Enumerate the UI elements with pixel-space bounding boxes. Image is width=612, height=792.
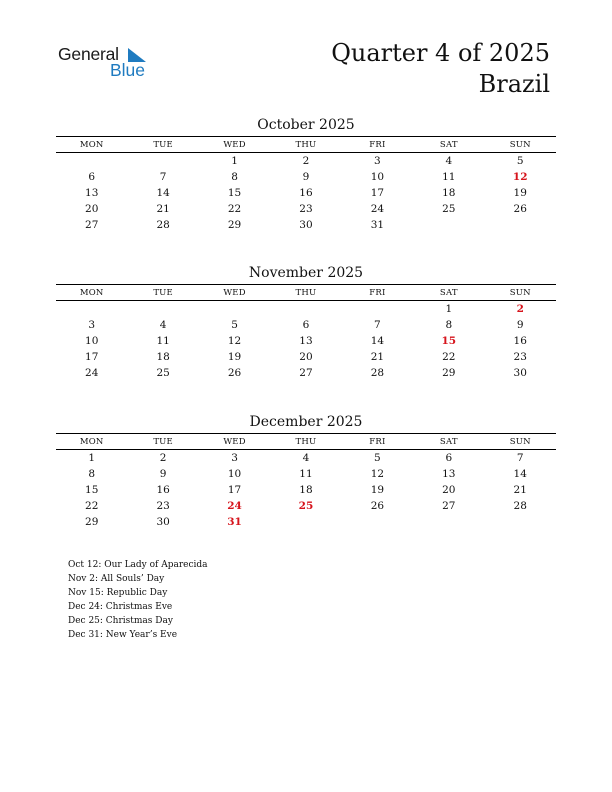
day-cell: 7 xyxy=(374,319,381,331)
weekday-label: WED xyxy=(223,287,246,298)
day-cell: 13 xyxy=(299,335,313,347)
page-title xyxy=(331,38,550,100)
week-row xyxy=(56,185,556,201)
day-cell: 6 xyxy=(445,452,453,464)
month-calendar xyxy=(56,264,556,381)
day-cell: 23 xyxy=(156,500,170,512)
day-cell: 5 xyxy=(516,155,524,167)
day-cell: 19 xyxy=(227,351,242,363)
day-cell: 9 xyxy=(516,319,524,331)
holiday-list-item: Nov 15: Republic Day xyxy=(68,588,168,598)
day-cell: 31 xyxy=(370,219,385,231)
day-cell: 17 xyxy=(227,484,242,496)
day-cell: 26 xyxy=(227,367,242,379)
week-row xyxy=(56,317,556,333)
holiday-list-item: Oct 12: Our Lady of Aparecida xyxy=(68,560,208,570)
week-row xyxy=(56,482,556,498)
day-cell: 27 xyxy=(85,219,99,231)
day-cell: 12 xyxy=(370,468,385,480)
weekday-label: FRI xyxy=(369,287,386,298)
weekday-header-row xyxy=(56,285,556,300)
weekday-label: SAT xyxy=(439,139,458,150)
weekday-label: MON xyxy=(79,436,104,447)
day-cell: 14 xyxy=(370,335,385,347)
day-cell: 9 xyxy=(302,171,310,183)
day-cell: 17 xyxy=(370,187,385,199)
weekday-header-row xyxy=(56,434,556,449)
day-cell: 21 xyxy=(156,203,170,215)
day-cell: 8 xyxy=(88,468,96,480)
week-row xyxy=(56,153,556,169)
holiday-day-cell: 12 xyxy=(512,171,528,183)
day-cell: 8 xyxy=(231,171,238,183)
title-quarter: Quarter 4 of 2025 xyxy=(331,39,550,67)
weekday-label: THU xyxy=(295,436,317,447)
day-cell: 14 xyxy=(513,468,527,480)
week-row xyxy=(56,450,556,466)
day-cell: 21 xyxy=(513,484,527,496)
day-cell: 28 xyxy=(513,500,527,512)
day-cell: 29 xyxy=(442,367,456,379)
weekday-label: THU xyxy=(295,287,317,298)
day-cell: 5 xyxy=(374,452,381,464)
week-row xyxy=(56,169,556,185)
day-cell: 21 xyxy=(370,351,385,363)
weekday-label: FRI xyxy=(369,139,386,150)
day-cell: 28 xyxy=(370,367,385,379)
day-cell: 10 xyxy=(227,468,242,480)
day-cell: 23 xyxy=(513,351,527,363)
day-cell: 30 xyxy=(156,516,170,528)
weekday-label: SAT xyxy=(439,436,458,447)
day-cell: 25 xyxy=(156,367,170,379)
day-cell: 20 xyxy=(85,203,99,215)
logo-word-general: General xyxy=(58,44,119,64)
weekday-label: SUN xyxy=(509,287,531,298)
day-cell: 1 xyxy=(445,303,453,315)
day-cell: 12 xyxy=(227,335,242,347)
day-cell: 19 xyxy=(370,484,385,496)
day-cell: 10 xyxy=(85,335,99,347)
logo-word-blue: Blue xyxy=(110,60,146,80)
week-row xyxy=(56,349,556,365)
holiday-day-cell: 2 xyxy=(516,303,524,315)
day-cell: 3 xyxy=(88,319,96,331)
day-cell: 10 xyxy=(370,171,385,183)
generalblue-logo xyxy=(58,44,168,84)
weekday-label: WED xyxy=(223,436,246,447)
month-calendar xyxy=(56,116,556,233)
weekday-label: TUE xyxy=(153,139,173,150)
weekday-header-row xyxy=(56,137,556,152)
day-cell: 6 xyxy=(88,171,96,183)
day-cell: 5 xyxy=(231,319,238,331)
day-cell: 1 xyxy=(88,452,96,464)
weekday-label: SUN xyxy=(509,436,531,447)
day-cell: 7 xyxy=(516,452,524,464)
week-row xyxy=(56,217,556,233)
holiday-list-item: Nov 2: All Souls’ Day xyxy=(68,574,165,584)
day-cell: 8 xyxy=(445,319,453,331)
weekday-label: SUN xyxy=(509,139,531,150)
holiday-day-cell: 31 xyxy=(227,516,242,528)
weekday-label: MON xyxy=(79,139,104,150)
day-cell: 22 xyxy=(85,500,99,512)
day-cell: 29 xyxy=(227,219,242,231)
holiday-list-item: Dec 25: Christmas Day xyxy=(68,616,173,626)
title-country: Brazil xyxy=(478,70,550,98)
holiday-list-item: Dec 24: Christmas Eve xyxy=(68,602,173,612)
holiday-list-item: Dec 31: New Year’s Eve xyxy=(68,630,178,640)
week-row xyxy=(56,333,556,349)
day-cell: 11 xyxy=(442,171,456,183)
weekday-label: SAT xyxy=(439,287,458,298)
day-cell: 3 xyxy=(374,155,381,167)
day-cell: 6 xyxy=(302,319,310,331)
day-cell: 19 xyxy=(513,187,527,199)
weekday-label: THU xyxy=(295,139,317,150)
day-cell: 17 xyxy=(85,351,99,363)
day-cell: 28 xyxy=(156,219,170,231)
day-cell: 4 xyxy=(302,452,310,464)
day-cell: 23 xyxy=(299,203,313,215)
day-cell: 24 xyxy=(85,367,99,379)
month-title: October 2025 xyxy=(257,117,355,133)
day-cell: 27 xyxy=(442,500,456,512)
holiday-day-cell: 24 xyxy=(227,500,242,512)
day-cell: 15 xyxy=(85,484,99,496)
holiday-list xyxy=(68,558,208,642)
day-cell: 18 xyxy=(442,187,456,199)
day-cell: 15 xyxy=(227,187,242,199)
day-cell: 25 xyxy=(442,203,456,215)
day-cell: 26 xyxy=(370,500,385,512)
day-cell: 9 xyxy=(159,468,167,480)
week-row xyxy=(56,301,556,317)
day-cell: 27 xyxy=(299,367,313,379)
day-cell: 30 xyxy=(513,367,527,379)
holiday-day-cell: 25 xyxy=(298,500,314,512)
week-row xyxy=(56,514,556,530)
day-cell: 29 xyxy=(85,516,99,528)
day-cell: 13 xyxy=(85,187,99,199)
holiday-day-cell: 15 xyxy=(441,335,457,347)
day-cell: 3 xyxy=(231,452,238,464)
week-row xyxy=(56,201,556,217)
day-cell: 30 xyxy=(299,219,313,231)
weekday-label: FRI xyxy=(369,436,386,447)
weekday-label: WED xyxy=(223,139,246,150)
weekday-label: TUE xyxy=(153,436,173,447)
weekday-label: MON xyxy=(79,287,104,298)
day-cell: 20 xyxy=(299,351,313,363)
day-cell: 20 xyxy=(442,484,456,496)
day-cell: 26 xyxy=(513,203,527,215)
day-cell: 2 xyxy=(302,155,310,167)
week-row xyxy=(56,365,556,381)
day-cell: 13 xyxy=(442,468,456,480)
day-cell: 24 xyxy=(370,203,385,215)
day-cell: 16 xyxy=(513,335,527,347)
day-cell: 16 xyxy=(299,187,313,199)
day-cell: 4 xyxy=(445,155,453,167)
month-title: November 2025 xyxy=(248,265,364,281)
day-cell: 2 xyxy=(159,452,167,464)
day-cell: 11 xyxy=(156,335,170,347)
weekday-label: TUE xyxy=(153,287,173,298)
day-cell: 16 xyxy=(156,484,170,496)
month-title: December 2025 xyxy=(249,414,363,430)
day-cell: 11 xyxy=(299,468,313,480)
day-cell: 14 xyxy=(156,187,170,199)
week-row xyxy=(56,498,556,514)
day-cell: 22 xyxy=(442,351,456,363)
day-cell: 18 xyxy=(299,484,313,496)
day-cell: 1 xyxy=(231,155,238,167)
day-cell: 18 xyxy=(156,351,170,363)
day-cell: 4 xyxy=(159,319,167,331)
week-row xyxy=(56,466,556,482)
day-cell: 22 xyxy=(227,203,242,215)
month-calendar xyxy=(56,413,556,530)
day-cell: 7 xyxy=(159,171,167,183)
